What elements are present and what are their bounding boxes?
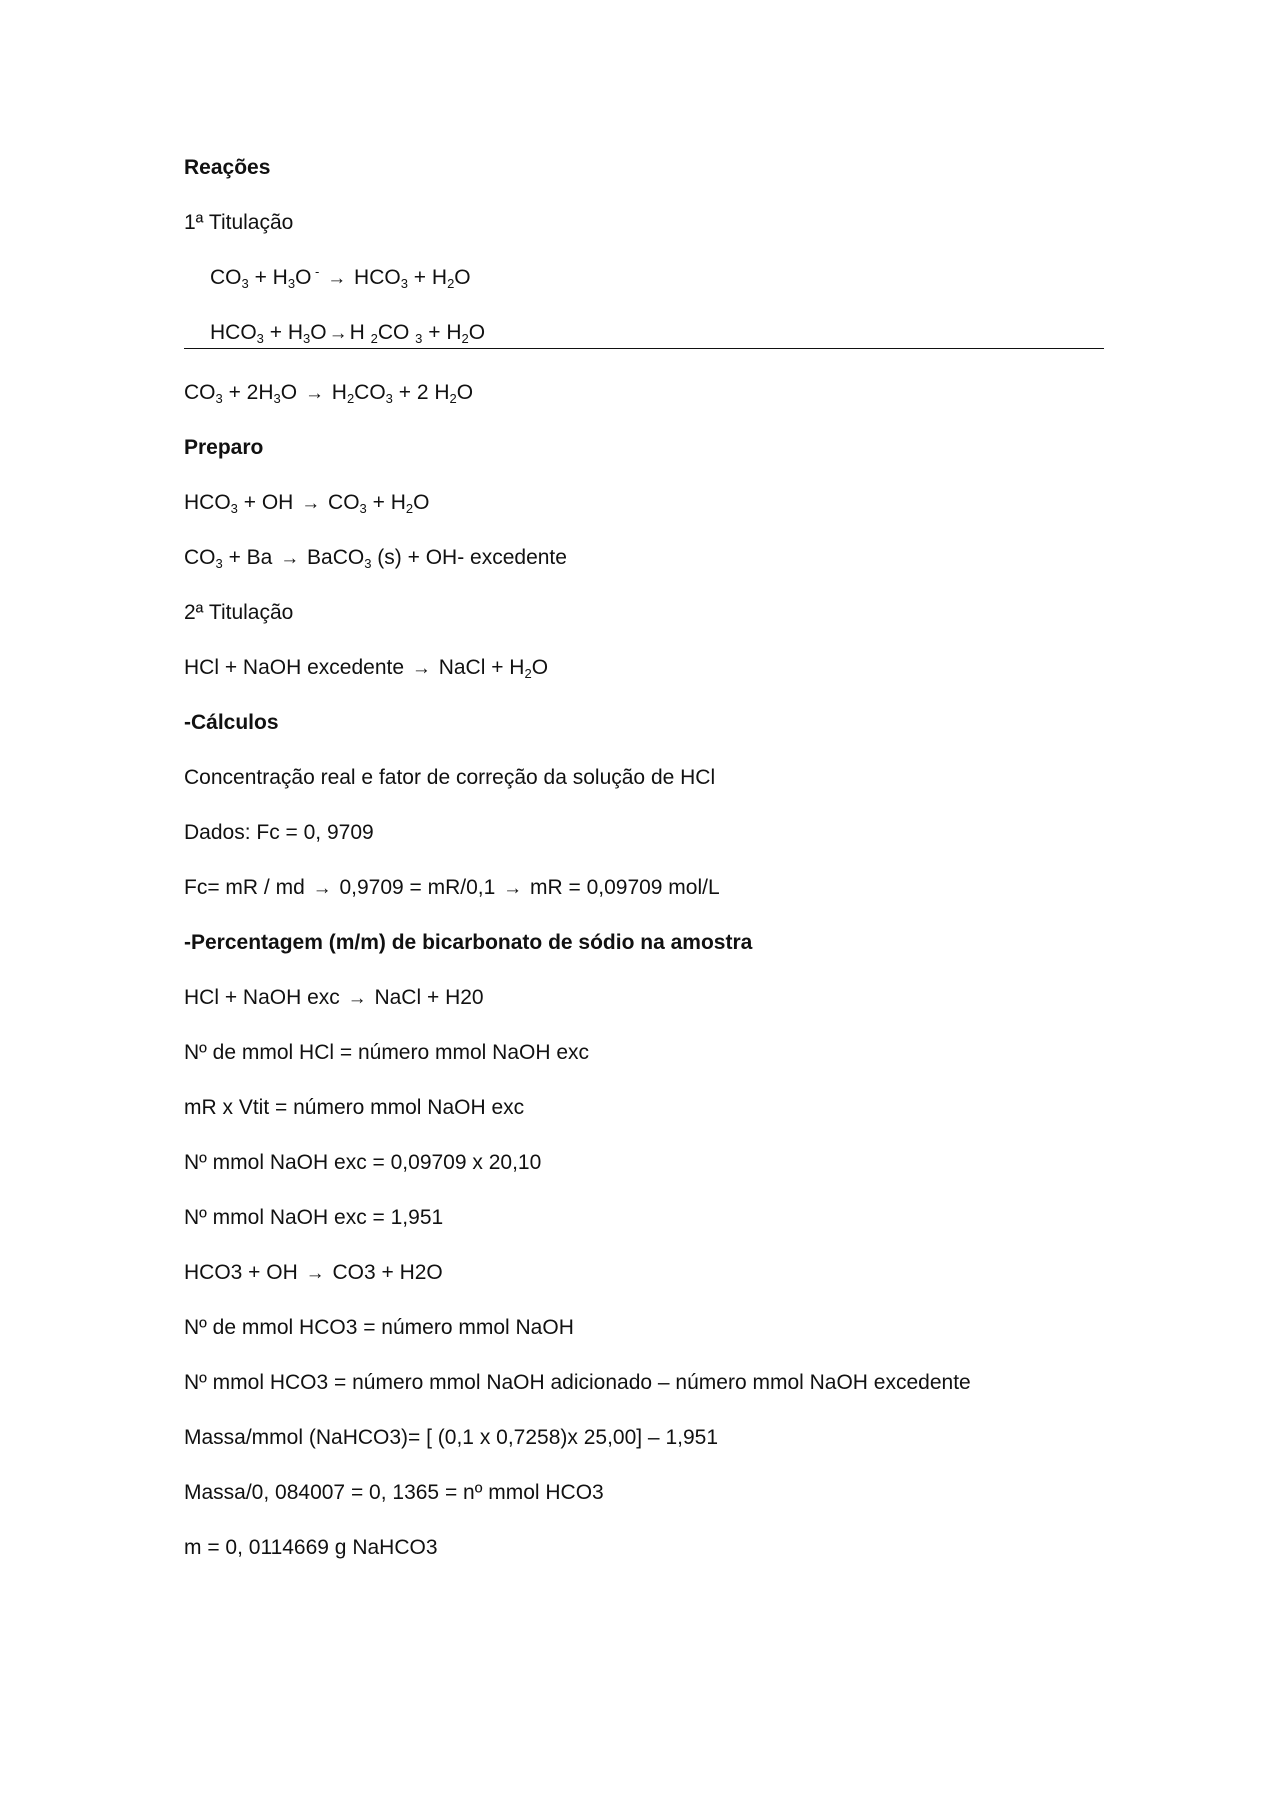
equation-sum: $CO_3 + 2H_3O \to H_2CO_3 + 2$ $H_2O$ (184, 381, 474, 406)
arrow-icon: → (328, 323, 348, 344)
arrow-icon: → (347, 988, 367, 1009)
calc-line-8: Nº mmol HCO3 = número mmol NaOH adicionado – número mmol NaOH excedente (184, 1371, 971, 1394)
arrow-icon: → (327, 268, 347, 289)
equation-preparo-1: $HCO_3$ + OH → $CO_3 + H_2O$ (184, 491, 430, 516)
heading-preparo: Preparo (184, 436, 264, 459)
document-body (184, 150, 1104, 1585)
calc-line-6: HCO3 + OH → CO3 + H2O (184, 1261, 443, 1284)
equation-preparo-2: $CO_3 + Ba$ → BaCO$_3$ (s) + OH- excedente (184, 546, 567, 571)
fc-equation: Fc= mR / md → 0,9709 = mR/0,1 → mR = 0,09709 mol/L (184, 876, 720, 899)
arrow-icon: → (312, 878, 332, 899)
calc-line-4: Nº mmol NaOH exc = 0,09709 x 20,10 (184, 1151, 542, 1174)
arrow-icon: → (305, 1263, 325, 1284)
calc-line-5: Nº mmol NaOH exc = 1,951 (184, 1206, 444, 1229)
calc-line-10: Massa/0, 084007 = 0, 1365 = nº mmol HCO3 (184, 1481, 604, 1504)
calc-line-9: Massa/mmol (NaHCO3)= [ (0,1 x 0,7258)x 25,00] – 1,951 (184, 1426, 718, 1449)
calc-line-7: Nº de mmol HCO3 = número mmol NaOH (184, 1316, 574, 1339)
arrow-icon: → (280, 548, 300, 569)
heading-percentagem: -Percentagem (m/m) de bicarbonato de sódio na amostra (184, 931, 753, 954)
arrow-icon: → (411, 658, 431, 679)
concentration-title: Concentração real e fator de correção da solução de HCl (184, 766, 716, 789)
calc-line-2: Nº de mmol HCl = número mmol NaOH exc (184, 1041, 590, 1064)
heading-titulacao-1: 1ª Titulação (184, 211, 294, 234)
equation-titulacao2-1: HCl + NaOH excedente → NaCl + $H_2O$ (184, 656, 549, 681)
calc-line-3: mR x Vtit = número mmol NaOH exc (184, 1096, 525, 1119)
calc-line-11: m = 0, 0114669 g NaHCO3 (184, 1536, 438, 1559)
equation-titulacao-2: $HCO_3 + H_3O \to H$ $_2$CO $_3 + H_2O$ (210, 321, 486, 346)
arrow-icon: → (304, 383, 324, 404)
equation-titulacao-1: $CO_3 + H_3O$ $^- \to HCO_3 + H_2O$ (210, 264, 471, 291)
heading-titulacao-2: 2ª Titulação (184, 601, 294, 624)
heading-reacoes: Reações (184, 156, 271, 179)
calc-line-1: HCl + NaOH exc → NaCl + H20 (184, 986, 484, 1009)
arrow-icon: → (503, 878, 523, 899)
arrow-icon: → (301, 493, 321, 514)
heading-calculos: -Cálculos (184, 711, 279, 734)
dados-line: Dados: Fc = 0, 9709 (184, 821, 374, 844)
